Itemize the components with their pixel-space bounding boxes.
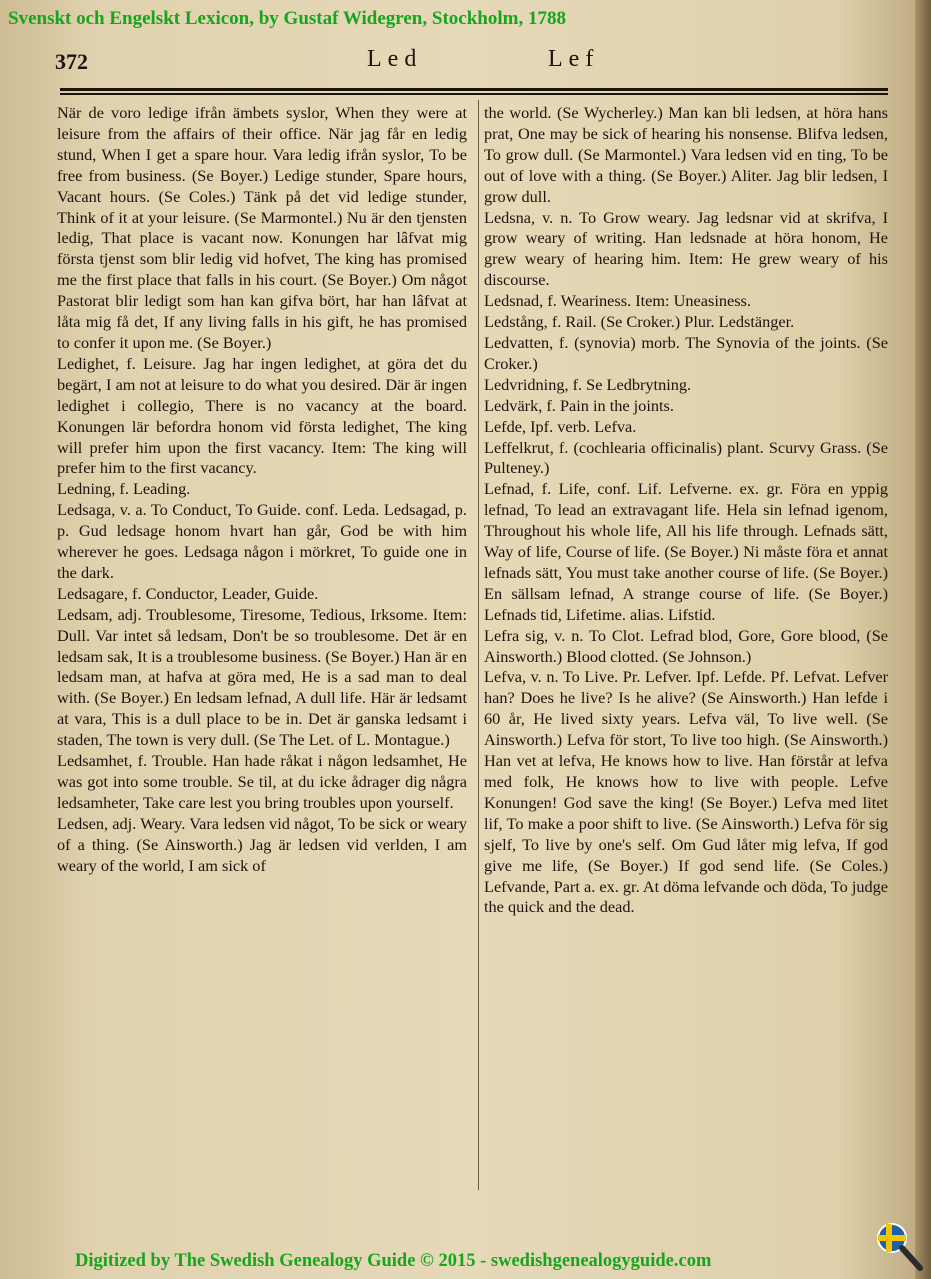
page-number: 372 — [55, 49, 88, 74]
dictionary-entry: Ledsagare, f. Conductor, Leader, Guide. — [57, 583, 319, 603]
dictionary-entry: Ledsaga, v. a. To Conduct, To Guide. conf. Leda. Ledsagad, p. p. Gud ledsage honom hvart han går, God be with him wherever he goes. Ledsaga någon i mörkret, To guide one in the dark. — [57, 500, 467, 582]
dictionary-entry: Lefra sig, v. n. To Clot. Lefrad blod, Gore, Gore blood, (Se Ainsworth.) Blood clotted. (Se Johnson.) — [484, 625, 888, 666]
source-banner: Svenskt och Engelskt Lexicon, by Gustaf Widegren, Stockholm, 1788 — [8, 8, 566, 29]
dictionary-entry: Ledsna, v. n. To Grow weary. Jag ledsnar vid at skrifva, I grow weary of writing. Han ledsnade at höra honom, He grew weary of hearing him. Item: He grew weary of his discourse. — [484, 207, 888, 290]
dictionary-entry: Ledighet, f. Leisure. Jag har ingen ledighet, at göra det du begärt, I am not at leisure to do what you desired. Där är ingen ledighet i collegio, There is no vacancy at the board. Konungen lär befordra honom vid första ledighet, The king will prefer him upon the first vacancy. Item: The king will prefer him to the first vacancy. — [57, 353, 467, 478]
left-column — [57, 103, 467, 877]
header-rule-double — [60, 93, 888, 95]
dictionary-entry: Ledning, f. Leading. — [57, 479, 191, 499]
dictionary-entry: När de voro ledige ifrån ämbets syslor, When they were at leisure from the affairs of their office. När jag får en ledig stund, When I get a spare hour. Vara ledig ifrån syslor, To be free from business. (Se Boyer.) Ledige stunder, Spare hours, Vacant hours. (Se Coles.) Tänk på det vid ledige stunder, Think of it at your leisure. (Se Marmontel.) Nu är den tjensten ledig, That place is vacant now. Konungen har lâfvat mig första tjenst som blir ledig vid hofvet, The king has promised me the first place that falls in his court. (Se Boyer.) Om något Pastorat blir ledigt som han kan gifva bört, har han lâfvat at låta mig få det, If any living falls in his gift, he has promised to confer it upon me. (Se Boyer.) — [57, 103, 467, 352]
dictionary-entry: Ledvatten, f. (synovia) morb. The Synovia of the joints. (Se Croker.) — [484, 332, 888, 373]
dictionary-entry: Ledstång, f. Rail. (Se Croker.) Plur. Ledstänger. — [484, 312, 795, 332]
dictionary-entry: Ledsnad, f. Weariness. Item: Uneasiness. — [484, 291, 751, 311]
column-divider — [478, 100, 479, 1190]
dictionary-entry: Ledsam, adj. Troublesome, Tiresome, Tedious, Irksome. Item: Dull. Var intet så ledsam, Don't be so troublesome. Det är en ledsam sak, It is a troublesome business. (Se Boyer.) Han är en ledsam man, at hafva at göra med, He is a sad man to deal with. (Se Boyer.) En ledsam lefnad, A dull life. Här är ledsamt at vara, This is a dull place to be in. Det är ganska ledsamt i staden, The town is very dull. (Se The Let. of L. Montague.) — [57, 604, 467, 750]
dictionary-entry: Ledsamhet, f. Trouble. Han hade råkat i någon ledsamhet, He was got into some trouble. Se til, at du icke ådrager dig några ledsamheter, Take care lest you bring troubles upon yourself. — [57, 751, 467, 812]
swedish-flag-magnifier-icon — [876, 1222, 924, 1272]
dictionary-entry: Leffelkrut, f. (cochlearia officinalis) plant. Scurvy Grass. (Se Pulteney.) — [484, 437, 888, 478]
dictionary-entry: Lefva, v. n. To Live. Pr. Lefver. Ipf. Lefde. Pf. Lefvat. Lefver han? Does he live? Is he alive? (Se Ainsworth.) Han lefde i 60 år, He lived sixty years. Lefva väl, To live well. (Se Ainsworth.) Lefva för stort, To live too high. (Se Ainsworth.) Han vet at lefva, He knows how to live. Han förstår at lefva med folk, He knows how to live with people. Lefve Konungen! God save the king! (Se Boyer.) Lefva med litet lif, To make a poor shift to live. (Se Ainsworth.) Lefva för sig sjelf, To live by one's self. Om Gud låter mig lefva, If god give me life, (Se Boyer.) If god send life. (Se Coles.) Lefvande, Part a. ex. gr. At döma lefvande och döda, To judge the quick and the dead. — [484, 667, 888, 917]
header-rule — [60, 88, 888, 91]
running-head-left: Led — [367, 46, 423, 72]
dictionary-entry: Ledvridning, f. Se Ledbrytning. — [484, 374, 692, 394]
dictionary-entry: Ledvärk, f. Pain in the joints. — [484, 395, 674, 415]
page-edge — [915, 0, 931, 1279]
dictionary-entry: Ledsen, adj. Weary. Vara ledsen vid något, To be sick or weary of a thing. (Se Ainsworth.) Jag är ledsen vid verlden, I am weary of the world, I am sick of — [57, 813, 467, 875]
dictionary-entry: the world. (Se Wycherley.) Man kan bli ledsen, at höra hans prat, One may be sick of hearing his nonsense. Blifva ledsen, To grow dull. (Se Marmontel.) Vara ledsen vid en ting, To be out of love with a thing. (Se Boyer.) Aliter. Jag blir ledsen, I grow dull. — [484, 103, 888, 206]
dictionary-entry: Lefde, Ipf. verb. Lefva. — [484, 416, 637, 436]
dictionary-entry: Lefnad, f. Life, conf. Lif. Lefverne. ex. gr. Föra en yppig lefnad, To lead an extravagant life. Hela sin lefnad igenom, Throughout his whole life, All his life through. Lefnads sätt, Way of life, Course of life. (Se Boyer.) Ni måste föra et annat lefnads sätt, You must take another course of life. (Se Boyer.) En sällsam lefnad, A strange course of life. (Se Boyer.) Lefnads tid, Lifetime. alias. Lifstid. — [484, 479, 888, 624]
right-column — [484, 103, 888, 918]
running-head-right: Lef — [548, 46, 600, 72]
digitized-by-footer: Digitized by The Swedish Genealogy Guide © 2015 - swedishgenealogyguide.com — [75, 1251, 712, 1271]
